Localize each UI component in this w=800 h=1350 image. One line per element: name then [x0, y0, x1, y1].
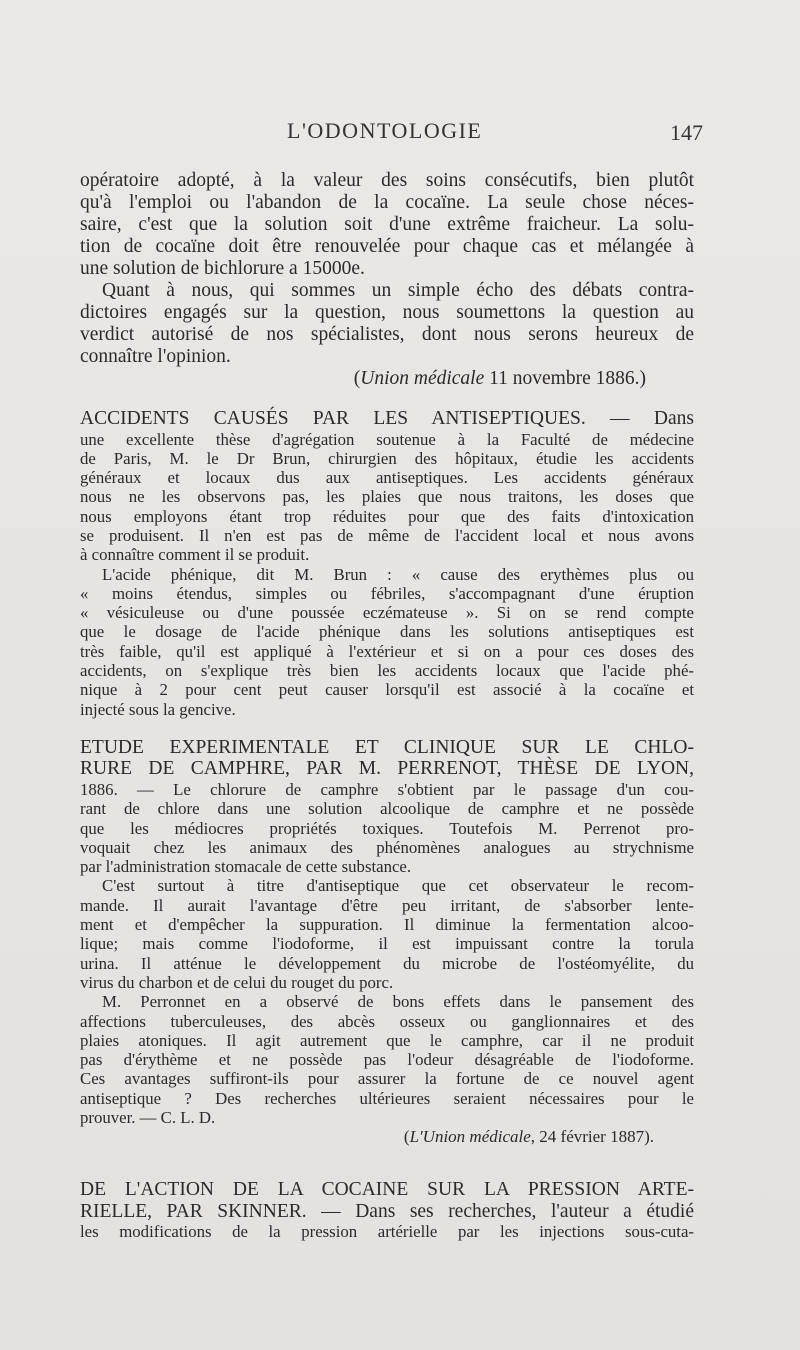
text-line: M. Perronnet en a observé de bons effets dans le pansement des [102, 992, 694, 1012]
text-line: voquait chez les animaux des phénomènes analogues au strychnisme [80, 837, 694, 857]
page-body [80, 170, 694, 1242]
paragraph-cocaine-conclusion [80, 170, 694, 368]
text-line: par l'administration stomacale de cette substance. [80, 857, 412, 877]
paragraph-antiseptiques [80, 430, 694, 719]
text-line: C'est surtout à titre d'antiseptique que cet observateur le recom- [102, 876, 694, 896]
section-antiseptiques-title [80, 408, 694, 430]
section-heading: ACCIDENTS CAUSÉS PAR LES ANTISEPTIQUES. — Dans [80, 408, 694, 429]
paragraph-chlorure-camphre [80, 780, 694, 1127]
text-line: opératoire adopté, à la valeur des soins consécutifs, bien plutôt [80, 170, 694, 191]
text-line: L'acide phénique, dit M. Brun : « cause des erythèmes plus ou [102, 564, 694, 584]
paragraph-cocaine-pression [80, 1222, 694, 1241]
text-line: accidents, on s'explique très bien les accidents locaux que l'acide phé- [80, 661, 694, 681]
text-line: injecté sous la gencive. [80, 699, 236, 719]
text-line: « vésiculeuse ou d'une poussée eczémateuse ». Si on se rend compte [80, 603, 694, 623]
text-line: saire, c'est que la solution soit d'une extrême fraicheur. La solu- [80, 214, 694, 235]
text-line: rant de chlore dans une solution alcoolique de camphre et ne possède [80, 799, 694, 819]
citation-union-medicale-1887: (L'Union médicale, 24 février 1887). [403, 1127, 654, 1147]
citation-date: , 24 février 1887). [530, 1127, 654, 1147]
text-line: Ces avantages suffiront-ils pour assurer la fortune de ce nouvel agent [80, 1069, 694, 1089]
text-line: que le dosage de l'acide phénique dans les solutions antiseptiques est [80, 622, 694, 642]
section-chlorure-camphre-title [80, 737, 694, 780]
text-line: pas d'érythème et ne possède pas l'odeur désagréable de l'iodoforme. [80, 1050, 694, 1070]
text-line: tion de cocaïne doit être renouvelée pour chaque cas et mélangée à [80, 236, 694, 257]
citation-date: 11 novembre 1886. [489, 368, 640, 389]
text-line: nous ne les observons pas, les plaies que nous traitons, les doses que [80, 487, 694, 507]
journal-title: L'ODONTOLOGIE [287, 118, 483, 143]
citation-union-medicale-1886: (Union médicale 11 novembre 1886.) [353, 368, 646, 389]
text-line: dictoires engagés sur la question, nous soumettons la question au [80, 302, 694, 323]
text-line: nique à 2 pour cent peut causer lorsqu'il est associé à la cocaïne et [80, 680, 694, 700]
text-line: « moins étendus, simples ou fébriles, s'accompagnant d'une éruption [80, 583, 694, 603]
text-line: une solution de bichlorure a 15000e. [80, 258, 365, 279]
text-line: 1886. — Le chlorure de camphre s'obtient par le passage d'un cou- [80, 779, 694, 799]
text-line: RIELLE, PAR SKINNER. — Dans ses recherches, l'auteur a étudié [80, 1200, 694, 1222]
text-line: connaître l'opinion. [80, 346, 231, 367]
section-heading: ETUDE EXPERIMENTALE ET CLINIQUE SUR LE CHLO- [80, 736, 694, 758]
text-line: plaies atoniques. Il agit autrement que le camphre, car il ne produit [80, 1030, 694, 1050]
section-heading: DE L'ACTION DE LA COCAINE SUR LA PRESSION ARTE- [80, 1179, 694, 1201]
text-line: ment et d'empêcher la suppuration. Il diminue la fermentation alcoo- [80, 915, 694, 935]
text-line: généraux et locaux dus aux antiseptiques. Les accidents généraux [80, 468, 694, 488]
text-line: les modifications de la pression artérielle par les injections sous-cuta- [80, 1222, 694, 1242]
text-line: à connaître comment il se produit. [80, 545, 310, 565]
text-line: urina. Il atténue le développement du microbe de l'ostéomyélite, du [80, 953, 694, 973]
section-heading: RURE DE CAMPHRE, PAR M. PERRENOT, THÈSE DE LYON, [80, 758, 694, 780]
text-line: que les médiocres propriétés toxiques. Toutefois M. Perrenot pro- [80, 818, 694, 838]
text-line: lique; mais comme l'iodoforme, il est impuissant contre la torula [80, 934, 694, 954]
page-number: 147 [670, 120, 703, 145]
running-head [0, 118, 800, 148]
citation-source: Union médicale [360, 368, 485, 389]
text-line: mande. Il aurait l'avantage d'être peu irritant, de s'absorber lente- [80, 895, 694, 915]
text-line: virus du charbon et de celui du rouget du porc. [80, 972, 394, 992]
text-line: prouver. — C. L. D. [80, 1108, 216, 1127]
section-cocaine-pression-title [80, 1179, 694, 1222]
text-line: verdict autorisé de nos spécialistes, dont nous serons heureux de [80, 324, 694, 345]
text-line: très faible, qu'il est appliqué à l'extérieur et si on a pour ces doses des [80, 641, 694, 661]
text-line: nous employons étant trop réduites pour que des faits d'intoxication [80, 506, 694, 526]
text-line: qu'à l'emploi ou l'abandon de la cocaïne. La seule chose néces- [80, 192, 694, 213]
text-line: se produisent. Il n'en est pas de même de l'accident local et nous avons [80, 525, 694, 545]
text-line: une excellente thèse d'agrégation soutenue à la Faculté de médecine [80, 429, 694, 449]
text-line: de Paris, M. le Dr Brun, chirurgien des hôpitaux, étudie les accidents [80, 448, 694, 468]
text-line: Quant à nous, qui sommes un simple écho des débats contra- [102, 280, 694, 301]
text-line: antiseptique ? Des recherches ultérieures seraient nécessaires pour le [80, 1088, 694, 1108]
citation-source: L'Union médicale [409, 1127, 531, 1147]
text-line: affections tuberculeuses, des abcès osseux ou ganglionnaires et des [80, 1011, 694, 1031]
